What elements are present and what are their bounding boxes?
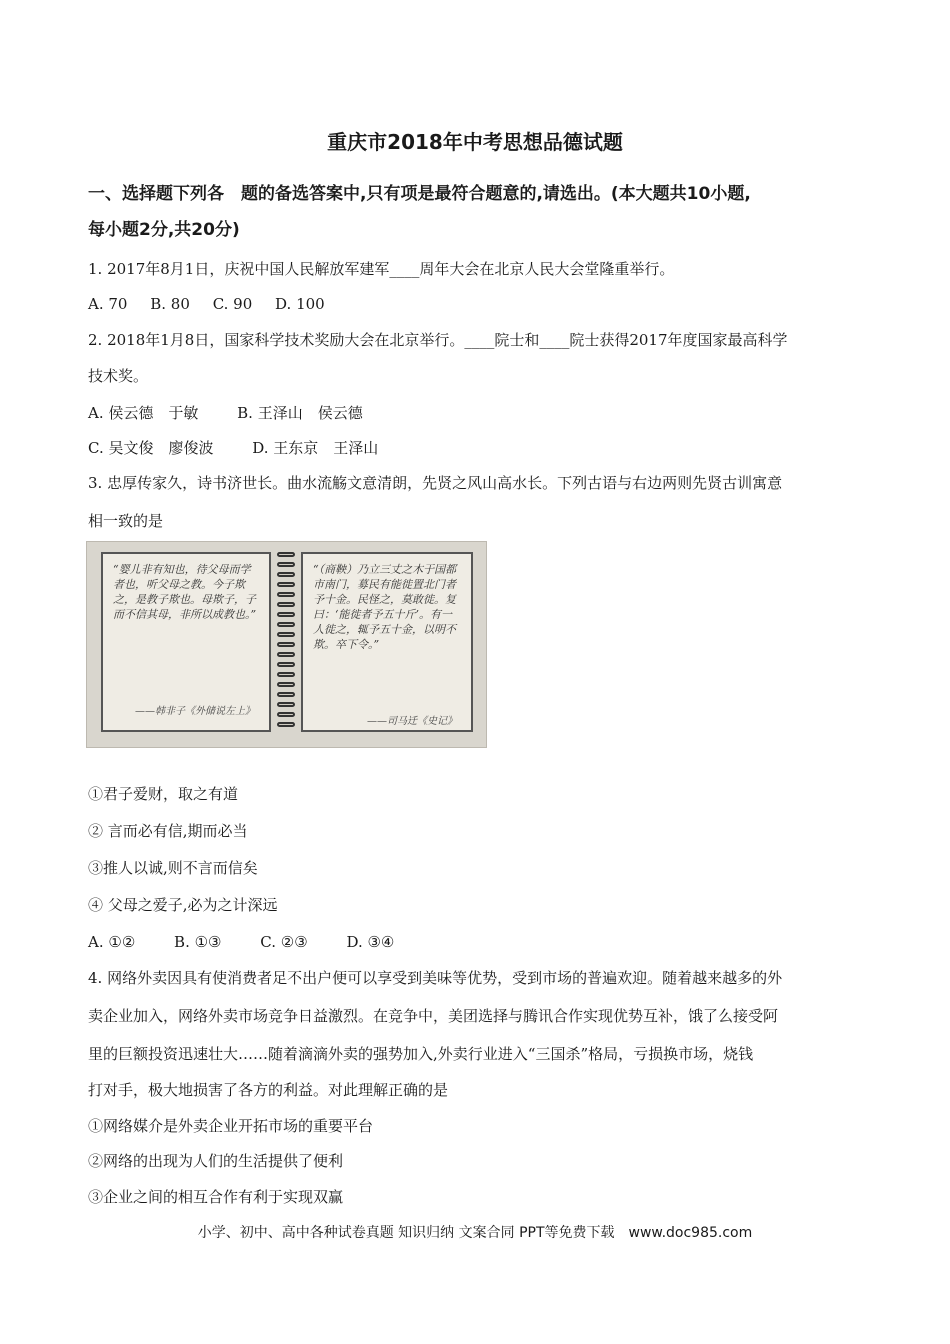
option-c: C. 吴文俊 廖俊波 bbox=[88, 439, 214, 457]
left-page-source: ——韩非子《外储说左上》 bbox=[135, 706, 255, 717]
question-1-stem: 1. 2017年8月1日，庆祝中国人民解放军建军____周年大会在北京人民大会堂隆重举行。 bbox=[88, 260, 675, 278]
notebook-figure bbox=[86, 541, 487, 748]
option-c: C. 90 bbox=[212, 295, 253, 313]
question-2-options-ab bbox=[88, 403, 878, 423]
notebook-left-page bbox=[101, 552, 271, 732]
notebook-spiral-binding bbox=[275, 548, 297, 740]
question-4-line4: 打对手，极大地损害了各方的利益。对此理解正确的是 bbox=[88, 1081, 449, 1099]
question-3-options bbox=[88, 932, 878, 952]
option-b: B. ①③ bbox=[174, 933, 222, 951]
section-heading-line1: 一、选择题下列各 题的备选答案中,只有项是最符合题意的,请选出。(本大题共10小题, bbox=[88, 184, 751, 204]
option-a: A. ①② bbox=[88, 933, 136, 951]
left-page-quote: “婴儿非有知也，待父母而学者也，听父母之教。今子欺之，是教子欺也。母欺子，子而不信其母，非所以成教也。” bbox=[113, 563, 257, 621]
question-4-item-2: ②网络的出现为人们的生活提供了便利 bbox=[88, 1152, 344, 1170]
page-title: 重庆市2018年中考思想品德试题 bbox=[327, 130, 623, 154]
question-1-options bbox=[88, 294, 878, 314]
question-2-stem-line1: 2. 2018年1月8日，国家科学技术奖励大会在北京举行。____院士和____院士获得2017年度国家最高科学 bbox=[88, 331, 788, 349]
question-3-stem-line2: 相一致的是 bbox=[88, 512, 164, 530]
option-c: C. ②③ bbox=[260, 933, 308, 951]
question-4-item-1: ①网络媒介是外卖企业开拓市场的重要平台 bbox=[88, 1117, 374, 1135]
question-3-stem-line1: 3. 忠厚传家久，诗书济世长。曲水流觞文意清朗，先贤之风山高水长。下列古语与右边两则先贤古训寓意 bbox=[88, 474, 783, 492]
notebook-right-page bbox=[301, 552, 473, 732]
question-3-item-3: ③推人以诚,则不言而信矣 bbox=[88, 859, 258, 877]
section-heading-line2: 每小题2分,共20分) bbox=[88, 220, 240, 240]
question-4-line2: 卖企业加入，网络外卖市场竞争日益激烈。在竞争中，美团选择与腾讯合作实现优势互补，饿了么接受阿 bbox=[88, 1007, 779, 1025]
page-footer: 小学、初中、高中各种试卷真题 知识归纳 文案合同 PPT等免费下载 www.doc985.com bbox=[197, 1225, 753, 1241]
option-d: D. 100 bbox=[275, 295, 325, 313]
option-a: A. 侯云德 于敏 bbox=[88, 404, 199, 422]
question-3-item-1: ①君子爱财，取之有道 bbox=[88, 785, 239, 803]
question-4-line3: 里的巨额投资迅速壮大……随着滴滴外卖的强势加入,外卖行业进入“三国杀”格局，亏损换市场，烧钱 bbox=[88, 1045, 754, 1063]
option-d: D. ③④ bbox=[346, 933, 395, 951]
question-2-stem-line2: 技术奖。 bbox=[88, 367, 149, 385]
option-b: B. 王泽山 侯云德 bbox=[237, 404, 363, 422]
option-a: A. 70 bbox=[88, 295, 128, 313]
question-4-line1: 4. 网络外卖因具有使消费者足不出户便可以享受到美味等优势，受到市场的普遍欢迎。随着越来越多的外 bbox=[88, 969, 783, 987]
question-3-item-2: ② 言而必有信,期而必当 bbox=[88, 822, 248, 840]
option-b: B. 80 bbox=[150, 295, 190, 313]
right-page-quote: “（商鞅）乃立三丈之木于国都市南门，募民有能徙置北门者予十金。民怪之，莫敢徙。复曰：‘能徙者予五十斤’。有一人徙之，辄予五十金，以明不欺。卒下令。” bbox=[313, 563, 457, 651]
question-4-item-3: ③企业之间的相互合作有利于实现双赢 bbox=[88, 1188, 344, 1206]
question-3-item-4: ④ 父母之爱子,必为之计深远 bbox=[88, 896, 278, 914]
right-page-source: ——司马迁《史记》 bbox=[367, 716, 457, 727]
question-2-options-cd bbox=[88, 438, 878, 458]
option-d: D. 王东京 王泽山 bbox=[252, 439, 379, 457]
